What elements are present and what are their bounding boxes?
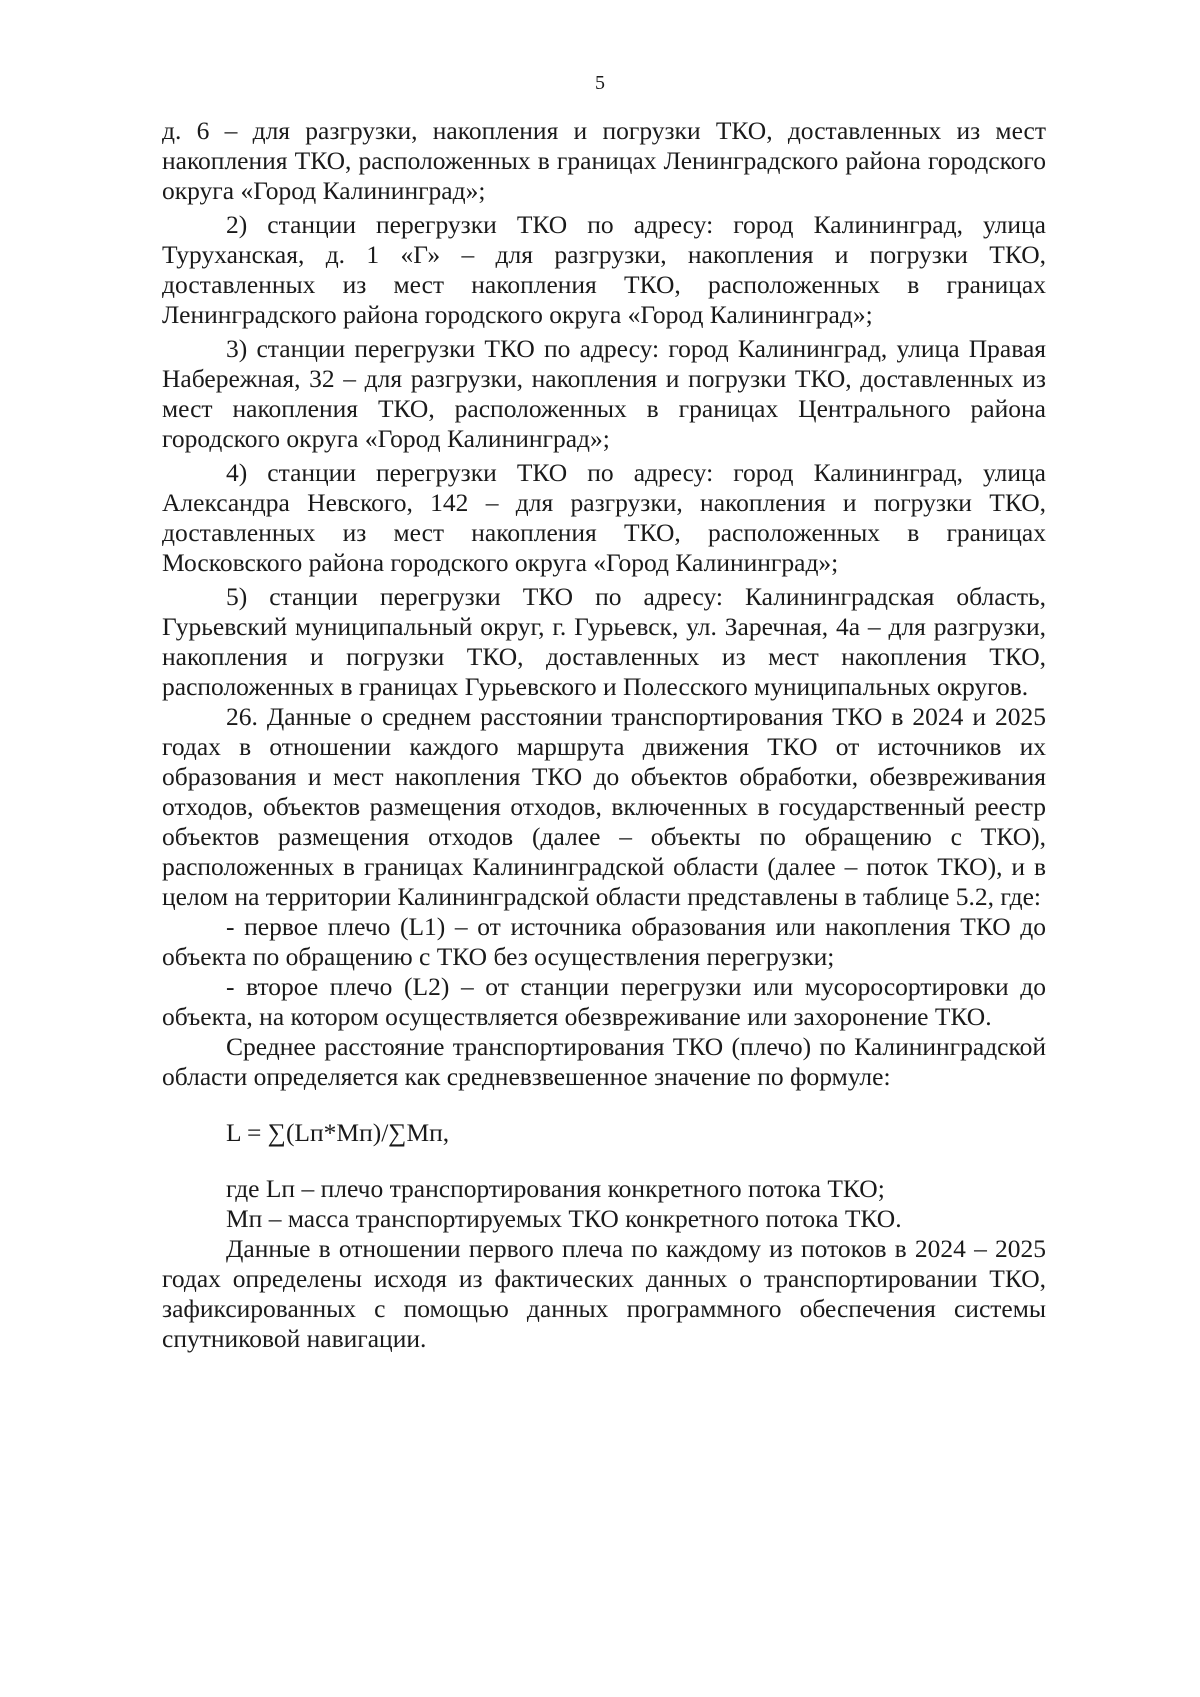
list-item-2: 2) станции перегрузки ТКО по адресу: город Калининград, улица Туруханская, д. 1 «Г» – для разгрузки, накопления и погрузки ТКО, доставленных из мест накопления ТКО, расположенных в границах Ленинградского района городского округа «Город Калининград»;	[162, 210, 1046, 329]
formula-where-lp: где Lп – плечо транспортирования конкретного потока ТКО;	[226, 1174, 885, 1203]
list-item-5: 5) станции перегрузки ТКО по адресу: Калининградская область, Гурьевский муниципальный округ, г. Гурьевск, ул. Заречная, 4а – для разгрузки, накопления и погрузки ТКО, доставленных из мест накопления ТКО, расположенных в границах Гурьевского и Полесского муниципальных округов.	[162, 582, 1046, 701]
paragraph-first-leg-data: Данные в отношении первого плеча по каждому из потоков в 2024 – 2025 годах определены исходя из фактических данных о транспортировании ТКО, зафиксированных с помощью данных программного обеспечения системы спутниковой навигации.	[162, 1234, 1046, 1353]
paragraph-second-leg: - второе плечо (L2) – от станции перегрузки или мусоросортировки до объекта, на котором осуществляется обезвреживание или захоронение ТКО.	[162, 972, 1046, 1031]
list-item-3: 3) станции перегрузки ТКО по адресу: город Калининград, улица Правая Набережная, 32 – для разгрузки, накопления и погрузки ТКО, доставленных из мест накопления ТКО, расположенных в границах Центрального района городского округа «Город Калининград»;	[162, 334, 1046, 453]
formula-where-mp: Mп – масса транспортируемых ТКО конкретного потока ТКО.	[226, 1204, 902, 1233]
list-item-4: 4) станции перегрузки ТКО по адресу: город Калининград, улица Александра Невского, 142 – для разгрузки, накопления и погрузки ТКО, доставленных из мест накопления ТКО, расположенных в границах Московского района городского округа «Город Калининград»;	[162, 458, 1046, 577]
page-number: 5	[595, 72, 605, 94]
document-body	[162, 116, 1046, 1354]
paragraph-first-leg: - первое плечо (L1) – от источника образования или накопления ТКО до объекта по обращению с ТКО без осуществления перегрузки;	[162, 912, 1046, 971]
paragraph-continuation: д. 6 – для разгрузки, накопления и погрузки ТКО, доставленных из мест накопления ТКО, расположенных в границах Ленинградского района городского округа «Город Калининград»;	[162, 116, 1046, 205]
paragraph-26: 26. Данные о среднем расстоянии транспортирования ТКО в 2024 и 2025 годах в отношении каждого маршрута движения ТКО от источников их образования и мест накопления ТКО до объектов обработки, обезвреживания отходов, объектов размещения отходов, включенных в государственный реестр объектов размещения отходов (далее – объекты по обращению с ТКО), расположенных в границах Калининградской области (далее – поток ТКО), и в целом на территории Калининградской области представлены в таблице 5.2, где:	[162, 702, 1046, 911]
formula: L = ∑(Lп*Mп)/∑Mп,	[226, 1118, 450, 1147]
paragraph-average-distance: Среднее расстояние транспортирования ТКО (плечо) по Калининградской области определяется как средневзвешенное значение по формуле:	[162, 1032, 1046, 1091]
